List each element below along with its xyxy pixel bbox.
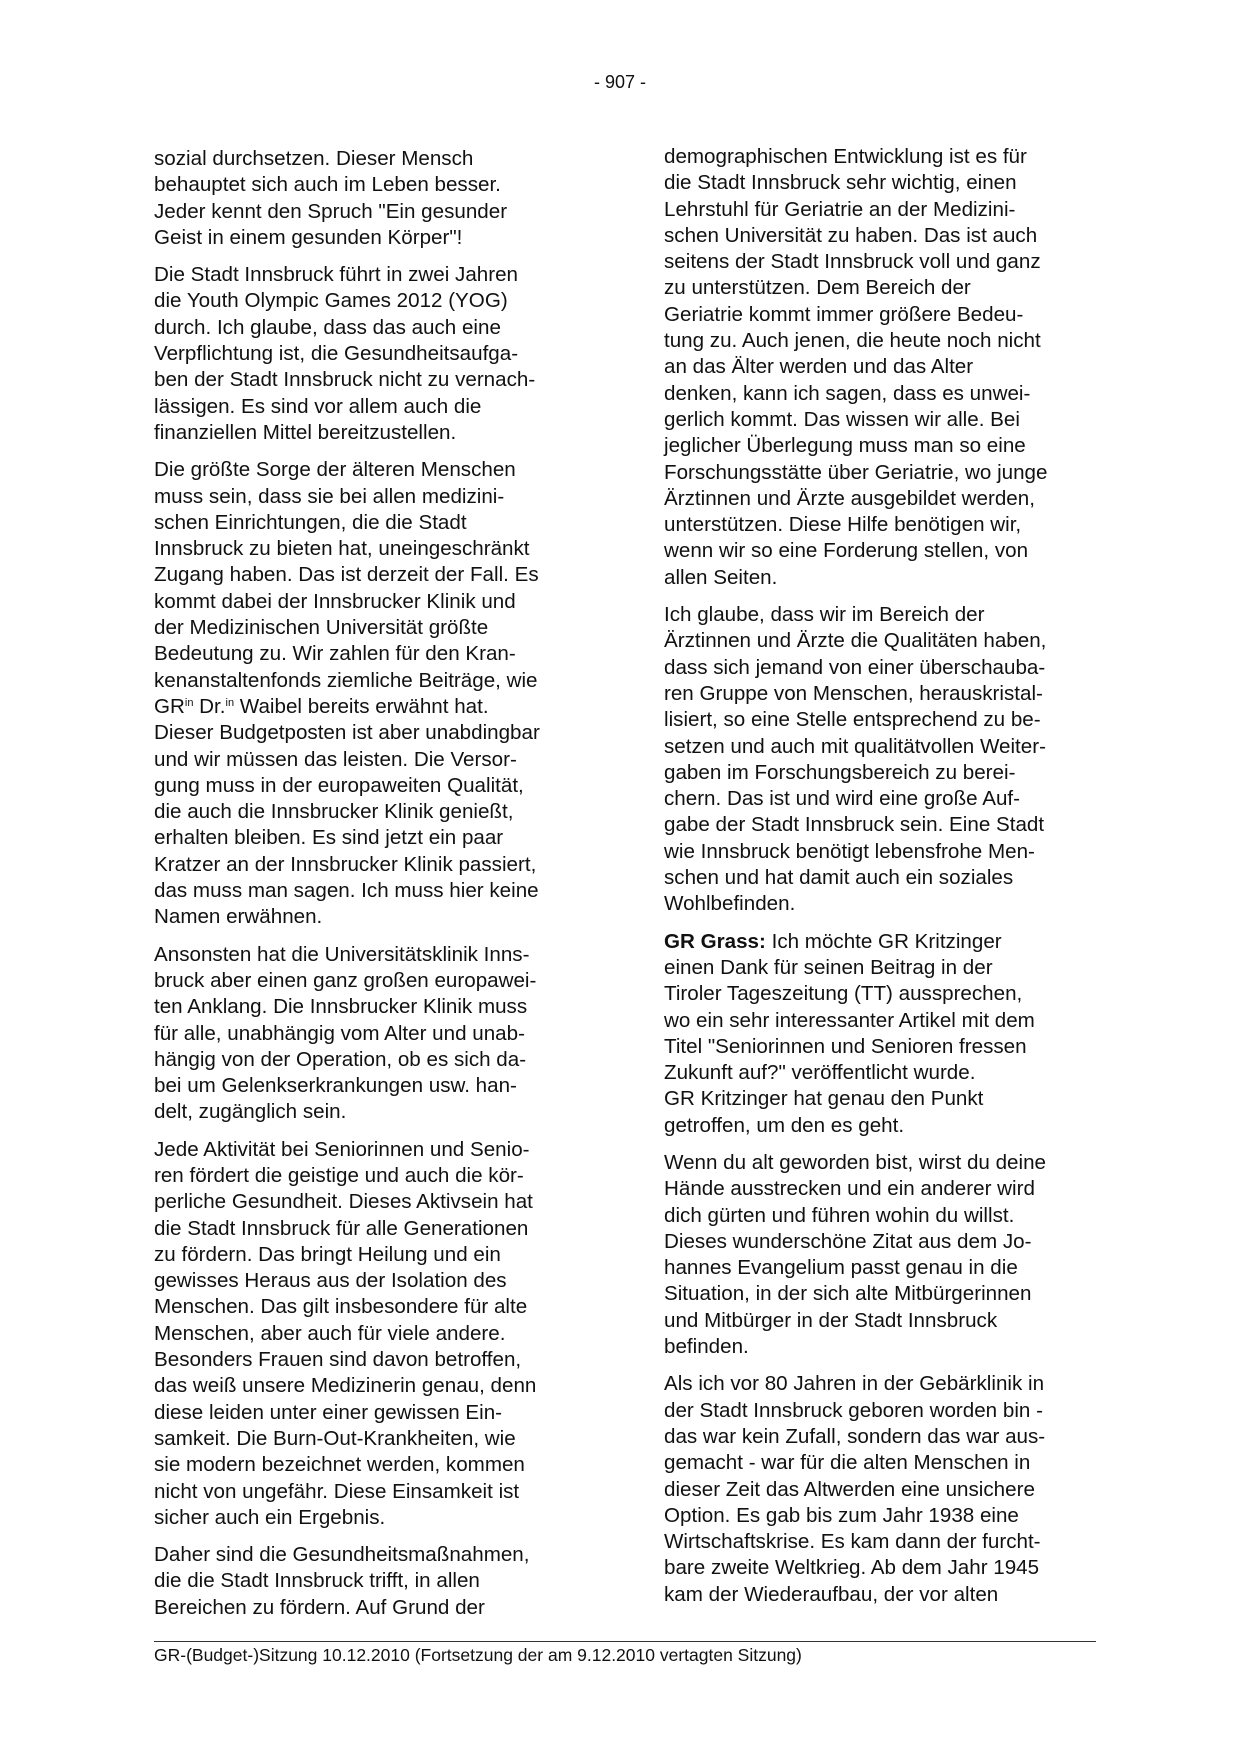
paragraph: Daher sind die Gesundheitsmaßnahmen, die die Stadt Innsbruck trifft, in allen Bereichen zu fördern. Auf Grund der bbox=[154, 1543, 530, 1619]
footer-text: GR-(Budget-)Sitzung 10.12.2010 (Fortsetzung der am 9.12.2010 vertagten Sitzung) bbox=[154, 1645, 802, 1665]
paragraph-text: Ich möchte GR Kritzinger einen Dank für seinen Beitrag in der Tiroler Tageszeitung (TT) aussprechen, wo ein sehr interessanter Artikel mit dem Titel "Seniorinnen und Senioren fressen Zukunft auf?" veröffentlicht wurde. GR Kritzinger hat genau den Punkt getroffen, um den es geht. bbox=[664, 929, 1035, 1137]
paragraph bbox=[664, 929, 1104, 1139]
title-gr: GR bbox=[154, 694, 185, 718]
paragraph: Die Stadt Innsbruck führt in zwei Jahren die Youth Olympic Games 2012 (YOG) durch. Ich glaube, dass das auch eine Verpflichtung ist, die Gesundheitsaufga- ben der Stadt Innsbruck nicht zu vernach- lässigen. Es sind vor allem auch die finanziellen Mittel bereitzustellen. bbox=[154, 263, 536, 444]
paragraph bbox=[154, 457, 594, 930]
paragraph: Als ich vor 80 Jahren in der Gebärklinik in der Stadt Innsbruck geboren worden bin - das war kein Zufall, sondern das war aus- gemacht - war für die alten Menschen in dieser Zeit das Altwerden eine unsichere Option. Es gab bis zum Jahr 1938 eine Wirtschaftskrise. Es kam dann der furcht- bare zweite Weltkrieg. Ab dem Jahr 1945 kam der Wiederaufbau, der vor alten bbox=[664, 1372, 1046, 1606]
paragraph: demographischen Entwicklung ist es für die Stadt Innsbruck sehr wichtig, einen Lehrstuhl für Geriatrie an der Medizini- schen Universität zu haben. Das ist auch seitens der Stadt Innsbruck voll und ganz zu unterstützen. Dem Bereich der Geriatrie kommt immer größere Bedeu- tung zu. Auch jenen, die heute noch nicht an das Älter werden und das Alter denken, kann ich sagen, dass es unwei- gerlich kommt. Das wissen wir alle. Bei jeglicher Überlegung muss man so eine Forschungsstätte über Geriatrie, wo junge Ärztinnen und Ärzte ausgebildet werden, unterstützen. Diese Hilfe benötigen wir, wenn wir so eine Forderung stellen, von allen Seiten. bbox=[664, 145, 1048, 589]
left-column bbox=[154, 146, 594, 1621]
paragraph-text: Waibel bereits erwähnt hat. Dieser Budgetposten ist aber unabdingbar und wir müssen das leisten. Die Versor- gung muss in der europaweiten Qualität, die auch die Innsbrucker Klinik genießt, erhalten bleiben. Es sind jetzt ein paar Kratzer an der Innsbrucker Klinik passiert, das muss man sagen. Ich muss hier keine Namen erwähnen. bbox=[154, 694, 540, 929]
paragraph-text: Die größte Sorge der älteren Menschen muss sein, dass sie bei allen medizini- schen Einrichtungen, die die Stadt Innsbruck zu bieten hat, uneingeschränkt Zugang haben. Das ist derzeit der Fall. Es kommt dabei der Innsbrucker Klinik und der Medizinischen Universität größte Bedeutung zu. Wir zahlen für den Kran- kenanstaltenfonds ziemliche Beiträge, wie bbox=[154, 458, 539, 692]
title-suffix: in bbox=[184, 696, 194, 709]
title-suffix: in bbox=[225, 696, 235, 709]
footer-divider bbox=[154, 1641, 1096, 1642]
paragraph: Wenn du alt geworden bist, wirst du deine Hände ausstrecken und ein anderer wird dich gürten und führen wohin du willst. Dieses wunderschöne Zitat aus dem Jo- hannes Evangelium passt genau in die Situation, in der sich alte Mitbürgerinnen und Mitbürger in der Stadt Innsbruck befinden. bbox=[664, 1150, 1046, 1359]
speaker-label: GR Grass: bbox=[664, 929, 766, 953]
page-number: - 907 - bbox=[593, 72, 647, 92]
paragraph: Jede Aktivität bei Seniorinnen und Senio- ren fördert die geistige und auch die kör- perliche Gesundheit. Dieses Aktivsein hat die Stadt Innsbruck für alle Generationen zu fördern. Das bringt Heilung und ein gewisses Heraus aus der Isolation des Menschen. Das gilt insbesondere für alte Menschen, aber auch für viele andere. Besonders Frauen sind davon betroffen, das weiß unsere Medizinerin genau, denn diese leiden unter einer gewissen Ein- samkeit. Die Burn-Out-Krankheiten, wie sie modern bezeichnet werden, kommen nicht von ungefähr. Diese Einsamkeit ist sicher auch ein Ergebnis. bbox=[154, 1137, 537, 1529]
paragraph: Ich glaube, dass wir im Bereich der Ärztinnen und Ärzte die Qualitäten haben, dass sich jemand von einer überschauba- ren Gruppe von Menschen, herauskristal- lisiert, so eine Stelle entsprechend zu be- setzen und auch mit qualitätvollen Weiter- gaben im Forschungsbereich zu berei- chern. Das ist und wird eine große Auf- gabe der Stadt Innsbruck sein. Eine Stadt wie Innsbruck benötigt lebensfrohe Men- schen und hat damit auch ein soziales Wohlbefinden. bbox=[664, 603, 1047, 916]
paragraph: sozial durchsetzen. Dieser Mensch behauptet sich auch im Leben besser. Jeder kennt den Spruch "Ein gesunder Geist in einem gesunden Körper"! bbox=[154, 147, 508, 249]
paragraph: Ansonsten hat die Universitätsklinik Inns- bruck aber einen ganz großen europawei- ten Anklang. Die Innsbrucker Klinik muss für alle, unabhängig vom Alter und unab- hängig von der Operation, ob es sich da- bei um Gelenkserkrankungen usw. han- delt, zugänglich sein. bbox=[154, 942, 537, 1124]
title-dr: Dr. bbox=[193, 694, 226, 718]
right-column bbox=[664, 144, 1104, 1608]
